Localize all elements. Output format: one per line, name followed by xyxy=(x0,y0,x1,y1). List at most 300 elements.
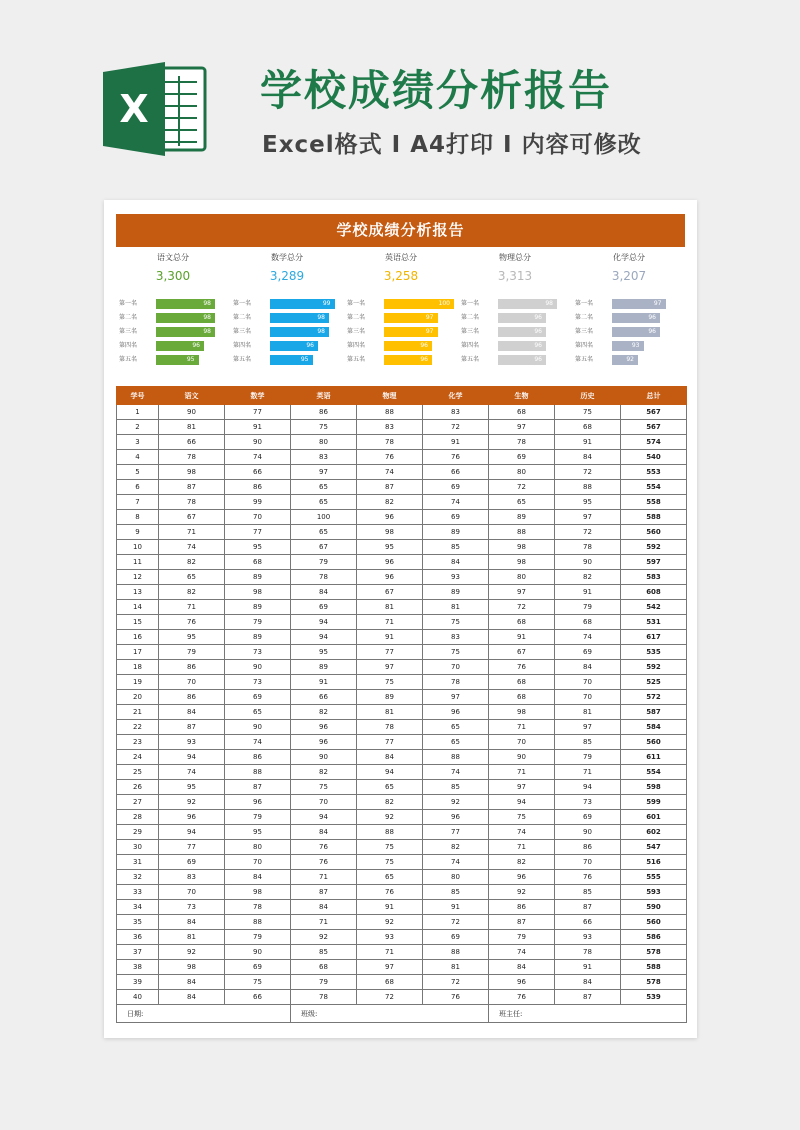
total-cell: 560 xyxy=(621,525,687,540)
table-row xyxy=(117,840,687,855)
score-cell: 90 xyxy=(291,750,357,765)
score-cell: 94 xyxy=(159,750,225,765)
score-cell: 97 xyxy=(291,465,357,480)
score-cell: 98 xyxy=(357,525,423,540)
score-cell: 76 xyxy=(159,615,225,630)
table-row xyxy=(117,780,687,795)
score-cell: 98 xyxy=(489,705,555,720)
score-cell: 81 xyxy=(423,600,489,615)
ranking-label: 第二名 xyxy=(461,314,480,321)
score-cell: 88 xyxy=(555,480,621,495)
score-cell: 84 xyxy=(159,705,225,720)
score-cell: 96 xyxy=(357,510,423,525)
score-cell: 96 xyxy=(357,555,423,570)
score-cell: 70 xyxy=(159,885,225,900)
score-cell: 68 xyxy=(489,615,555,630)
table-footer-row xyxy=(117,1005,687,1023)
score-cell: 78 xyxy=(159,450,225,465)
table-row xyxy=(117,465,687,480)
score-cell: 81 xyxy=(159,420,225,435)
score-cell: 98 xyxy=(489,555,555,570)
table-row xyxy=(117,750,687,765)
score-cell: 72 xyxy=(423,420,489,435)
ranking-bar: 95 xyxy=(270,355,313,365)
ranking-label: 第一名 xyxy=(119,300,138,307)
score-cell: 72 xyxy=(555,465,621,480)
score-cell: 91 xyxy=(555,435,621,450)
score-cell: 95 xyxy=(225,540,291,555)
subject-total-chemistry xyxy=(572,252,686,284)
score-cell: 81 xyxy=(357,705,423,720)
score-cell: 71 xyxy=(291,915,357,930)
score-cell: 90 xyxy=(555,825,621,840)
score-cell: 79 xyxy=(555,750,621,765)
score-cell: 78 xyxy=(555,945,621,960)
score-cell: 94 xyxy=(555,780,621,795)
column-header: 总计 xyxy=(621,387,687,405)
table-row xyxy=(117,735,687,750)
ranking-bar: 96 xyxy=(498,313,546,323)
total-cell: 560 xyxy=(621,735,687,750)
score-cell: 84 xyxy=(555,660,621,675)
report-sheet xyxy=(104,200,697,1038)
ranking-label: 第二名 xyxy=(347,314,366,321)
student-id-cell: 2 xyxy=(117,420,159,435)
table-row xyxy=(117,855,687,870)
score-cell: 85 xyxy=(423,540,489,555)
score-cell: 95 xyxy=(357,540,423,555)
score-cell: 98 xyxy=(159,465,225,480)
student-id-cell: 1 xyxy=(117,405,159,420)
score-cell: 76 xyxy=(555,870,621,885)
total-cell: 590 xyxy=(621,900,687,915)
score-cell: 89 xyxy=(225,570,291,585)
total-cell: 578 xyxy=(621,945,687,960)
total-cell: 540 xyxy=(621,450,687,465)
student-id-cell: 31 xyxy=(117,855,159,870)
score-cell: 73 xyxy=(159,900,225,915)
table-row xyxy=(117,420,687,435)
ranking-bar: 97 xyxy=(384,327,438,337)
score-cell: 84 xyxy=(291,900,357,915)
table-row xyxy=(117,570,687,585)
score-cell: 92 xyxy=(357,915,423,930)
score-cell: 74 xyxy=(489,825,555,840)
ranking-row xyxy=(572,326,686,337)
total-cell: 547 xyxy=(621,840,687,855)
table-row xyxy=(117,600,687,615)
table-row xyxy=(117,885,687,900)
student-id-cell: 14 xyxy=(117,600,159,615)
total-cell: 558 xyxy=(621,495,687,510)
student-id-cell: 32 xyxy=(117,870,159,885)
score-cell: 89 xyxy=(225,600,291,615)
score-cell: 92 xyxy=(357,810,423,825)
total-cell: 516 xyxy=(621,855,687,870)
ranking-bar: 93 xyxy=(612,341,644,351)
score-cell: 85 xyxy=(555,735,621,750)
ranking-block xyxy=(572,298,686,378)
ranking-row xyxy=(458,326,572,337)
total-cell: 597 xyxy=(621,555,687,570)
subject-totals xyxy=(116,252,685,292)
score-cell: 69 xyxy=(423,510,489,525)
student-id-cell: 27 xyxy=(117,795,159,810)
table-row xyxy=(117,930,687,945)
score-cell: 87 xyxy=(159,480,225,495)
total-cell: 531 xyxy=(621,615,687,630)
score-cell: 88 xyxy=(225,765,291,780)
score-cell: 72 xyxy=(423,915,489,930)
score-cell: 71 xyxy=(489,720,555,735)
score-cell: 87 xyxy=(357,480,423,495)
score-cell: 72 xyxy=(357,990,423,1005)
subject-total-value: 3,289 xyxy=(269,269,305,283)
total-cell: 535 xyxy=(621,645,687,660)
table-row xyxy=(117,540,687,555)
score-cell: 86 xyxy=(291,405,357,420)
score-cell: 79 xyxy=(489,930,555,945)
score-cell: 72 xyxy=(423,975,489,990)
score-cell: 65 xyxy=(357,870,423,885)
svg-text:X: X xyxy=(119,87,149,131)
score-cell: 97 xyxy=(423,690,489,705)
score-cell: 78 xyxy=(489,435,555,450)
total-cell: 608 xyxy=(621,585,687,600)
score-cell: 74 xyxy=(357,465,423,480)
student-id-cell: 15 xyxy=(117,615,159,630)
score-cell: 79 xyxy=(291,975,357,990)
score-cell: 75 xyxy=(489,810,555,825)
score-cell: 75 xyxy=(423,645,489,660)
ranking-label: 第三名 xyxy=(119,328,138,335)
total-cell: 617 xyxy=(621,630,687,645)
score-cell: 76 xyxy=(489,660,555,675)
ranking-label: 第五名 xyxy=(233,356,252,363)
score-cell: 67 xyxy=(489,645,555,660)
student-id-cell: 16 xyxy=(117,630,159,645)
ranking-block xyxy=(230,298,344,378)
score-cell: 65 xyxy=(489,495,555,510)
score-cell: 68 xyxy=(489,675,555,690)
table-row xyxy=(117,675,687,690)
total-cell: 593 xyxy=(621,885,687,900)
total-cell: 587 xyxy=(621,705,687,720)
table-row xyxy=(117,645,687,660)
score-cell: 90 xyxy=(225,720,291,735)
student-id-cell: 38 xyxy=(117,960,159,975)
ranking-label: 第一名 xyxy=(461,300,480,307)
score-cell: 75 xyxy=(555,405,621,420)
score-cell: 80 xyxy=(225,840,291,855)
column-header: 语文 xyxy=(159,387,225,405)
ranking-bar: 100 xyxy=(384,299,454,309)
subject-total-label: 英语总分 xyxy=(385,253,417,262)
ranking-block xyxy=(116,298,230,378)
total-cell: 525 xyxy=(621,675,687,690)
total-cell: 554 xyxy=(621,765,687,780)
score-cell: 91 xyxy=(555,960,621,975)
score-cell: 70 xyxy=(225,510,291,525)
ranking-bar: 96 xyxy=(156,341,204,351)
score-cell: 85 xyxy=(555,885,621,900)
ranking-row xyxy=(230,326,344,337)
score-cell: 84 xyxy=(225,870,291,885)
score-cell: 91 xyxy=(291,675,357,690)
score-cell: 96 xyxy=(423,705,489,720)
score-cell: 91 xyxy=(555,585,621,600)
score-cell: 68 xyxy=(489,405,555,420)
score-cell: 89 xyxy=(225,630,291,645)
table-row xyxy=(117,705,687,720)
student-id-cell: 28 xyxy=(117,810,159,825)
score-cell: 97 xyxy=(357,660,423,675)
table-row xyxy=(117,450,687,465)
ranking-row xyxy=(230,298,344,309)
ranking-bar: 92 xyxy=(612,355,638,365)
score-cell: 82 xyxy=(291,705,357,720)
subject-total-value: 3,300 xyxy=(155,269,191,283)
ranking-label: 第二名 xyxy=(233,314,252,321)
ranking-row xyxy=(230,354,344,365)
score-cell: 71 xyxy=(489,765,555,780)
table-row xyxy=(117,615,687,630)
total-cell: 567 xyxy=(621,420,687,435)
score-cell: 86 xyxy=(225,750,291,765)
score-cell: 67 xyxy=(159,510,225,525)
ranking-row xyxy=(344,298,458,309)
score-cell: 75 xyxy=(291,780,357,795)
score-cell: 72 xyxy=(489,480,555,495)
score-cell: 66 xyxy=(159,435,225,450)
ranking-row xyxy=(230,340,344,351)
score-cell: 89 xyxy=(423,525,489,540)
score-cell: 84 xyxy=(489,960,555,975)
score-cell: 81 xyxy=(555,705,621,720)
ranking-bar: 96 xyxy=(384,355,432,365)
student-id-cell: 6 xyxy=(117,480,159,495)
score-cell: 95 xyxy=(225,825,291,840)
promo-subtitle: Excel格式 I A4打印 I 内容可修改 xyxy=(262,132,642,158)
score-cell: 65 xyxy=(423,720,489,735)
score-cell: 95 xyxy=(555,495,621,510)
ranking-row xyxy=(116,312,230,323)
score-cell: 84 xyxy=(555,450,621,465)
ranking-row xyxy=(344,326,458,337)
column-header: 物理 xyxy=(357,387,423,405)
score-cell: 66 xyxy=(225,465,291,480)
score-cell: 71 xyxy=(159,525,225,540)
total-cell: 592 xyxy=(621,540,687,555)
total-cell: 592 xyxy=(621,660,687,675)
table-row xyxy=(117,960,687,975)
score-cell: 65 xyxy=(225,705,291,720)
score-cell: 87 xyxy=(555,990,621,1005)
score-cell: 71 xyxy=(357,945,423,960)
score-cell: 74 xyxy=(489,945,555,960)
student-id-cell: 23 xyxy=(117,735,159,750)
ranking-label: 第四名 xyxy=(347,342,366,349)
total-cell: 555 xyxy=(621,870,687,885)
score-cell: 88 xyxy=(225,915,291,930)
score-cell: 87 xyxy=(291,885,357,900)
table-row xyxy=(117,405,687,420)
score-cell: 78 xyxy=(555,540,621,555)
score-cell: 76 xyxy=(489,990,555,1005)
score-cell: 76 xyxy=(357,450,423,465)
score-cell: 76 xyxy=(291,840,357,855)
score-cell: 79 xyxy=(159,645,225,660)
total-cell: 584 xyxy=(621,720,687,735)
score-cell: 65 xyxy=(423,735,489,750)
ranking-label: 第三名 xyxy=(347,328,366,335)
score-cell: 77 xyxy=(225,405,291,420)
score-cell: 69 xyxy=(489,450,555,465)
score-cell: 75 xyxy=(291,420,357,435)
subject-total-label: 化学总分 xyxy=(613,253,645,262)
score-cell: 78 xyxy=(159,495,225,510)
score-cell: 91 xyxy=(357,900,423,915)
ranking-label: 第一名 xyxy=(575,300,594,307)
score-cell: 96 xyxy=(489,975,555,990)
score-cell: 68 xyxy=(489,690,555,705)
score-cell: 82 xyxy=(159,585,225,600)
score-cell: 83 xyxy=(159,870,225,885)
score-cell: 74 xyxy=(423,495,489,510)
score-cell: 84 xyxy=(291,825,357,840)
ranking-bar: 98 xyxy=(270,313,329,323)
table-row xyxy=(117,720,687,735)
table-body xyxy=(117,405,687,1005)
score-cell: 84 xyxy=(423,555,489,570)
ranking-row xyxy=(572,354,686,365)
score-cell: 68 xyxy=(357,975,423,990)
table-row xyxy=(117,525,687,540)
score-cell: 71 xyxy=(555,765,621,780)
score-cell: 84 xyxy=(357,750,423,765)
score-cell: 78 xyxy=(357,435,423,450)
student-id-cell: 35 xyxy=(117,915,159,930)
score-cell: 98 xyxy=(159,960,225,975)
ranking-bar: 96 xyxy=(612,327,660,337)
score-cell: 74 xyxy=(225,450,291,465)
total-cell: 611 xyxy=(621,750,687,765)
ranking-bar: 97 xyxy=(384,313,438,323)
score-cell: 97 xyxy=(489,780,555,795)
score-cell: 92 xyxy=(423,795,489,810)
score-cell: 70 xyxy=(291,795,357,810)
score-cell: 94 xyxy=(291,810,357,825)
score-cell: 97 xyxy=(489,585,555,600)
score-cell: 85 xyxy=(423,780,489,795)
ranking-bar: 98 xyxy=(156,299,215,309)
student-id-cell: 30 xyxy=(117,840,159,855)
ranking-bar: 98 xyxy=(270,327,329,337)
score-cell: 71 xyxy=(159,600,225,615)
score-cell: 80 xyxy=(489,465,555,480)
score-cell: 96 xyxy=(489,870,555,885)
score-cell: 75 xyxy=(225,975,291,990)
student-id-cell: 11 xyxy=(117,555,159,570)
score-cell: 78 xyxy=(291,570,357,585)
ranking-label: 第五名 xyxy=(575,356,594,363)
score-cell: 69 xyxy=(225,690,291,705)
score-cell: 70 xyxy=(489,735,555,750)
subject-total-value: 3,258 xyxy=(383,269,419,283)
student-id-cell: 33 xyxy=(117,885,159,900)
score-cell: 91 xyxy=(423,435,489,450)
score-cell: 66 xyxy=(225,990,291,1005)
score-cell: 88 xyxy=(423,945,489,960)
score-cell: 78 xyxy=(291,990,357,1005)
footer-date-label: 日期: xyxy=(117,1005,291,1023)
promo-title: 学校成绩分析报告 xyxy=(260,66,613,115)
score-cell: 67 xyxy=(357,585,423,600)
report-title: 学校成绩分析报告 xyxy=(116,214,685,247)
student-id-cell: 5 xyxy=(117,465,159,480)
ranking-row xyxy=(116,326,230,337)
table-row xyxy=(117,795,687,810)
ranking-bar: 98 xyxy=(156,313,215,323)
total-cell: 598 xyxy=(621,780,687,795)
score-cell: 90 xyxy=(159,405,225,420)
score-cell: 73 xyxy=(555,795,621,810)
score-cell: 92 xyxy=(489,885,555,900)
ranking-block xyxy=(344,298,458,378)
score-cell: 76 xyxy=(423,990,489,1005)
ranking-bar: 98 xyxy=(498,299,557,309)
score-cell: 84 xyxy=(555,975,621,990)
score-cell: 79 xyxy=(555,600,621,615)
student-id-cell: 10 xyxy=(117,540,159,555)
score-cell: 81 xyxy=(159,930,225,945)
score-cell: 87 xyxy=(555,900,621,915)
score-cell: 65 xyxy=(291,525,357,540)
total-cell: 542 xyxy=(621,600,687,615)
ranking-row xyxy=(572,340,686,351)
student-id-cell: 40 xyxy=(117,990,159,1005)
score-cell: 95 xyxy=(159,630,225,645)
total-cell: 588 xyxy=(621,510,687,525)
score-cell: 82 xyxy=(357,795,423,810)
table-row xyxy=(117,585,687,600)
table-row xyxy=(117,825,687,840)
score-cell: 71 xyxy=(489,840,555,855)
table-row xyxy=(117,690,687,705)
score-cell: 82 xyxy=(357,495,423,510)
footer-teacher-label: 班主任: xyxy=(489,1005,687,1023)
score-cell: 87 xyxy=(159,720,225,735)
score-cell: 78 xyxy=(225,900,291,915)
student-id-cell: 39 xyxy=(117,975,159,990)
promo-header xyxy=(0,0,800,200)
ranking-row xyxy=(116,340,230,351)
ranking-row xyxy=(572,298,686,309)
score-cell: 94 xyxy=(291,630,357,645)
score-cell: 80 xyxy=(489,570,555,585)
score-cell: 96 xyxy=(291,720,357,735)
score-cell: 86 xyxy=(225,480,291,495)
score-cell: 65 xyxy=(159,570,225,585)
score-cell: 86 xyxy=(555,840,621,855)
score-cell: 93 xyxy=(423,570,489,585)
score-cell: 98 xyxy=(489,540,555,555)
ranking-label: 第一名 xyxy=(233,300,252,307)
student-id-cell: 29 xyxy=(117,825,159,840)
score-cell: 65 xyxy=(357,780,423,795)
score-cell: 70 xyxy=(159,675,225,690)
ranking-bar: 95 xyxy=(156,355,199,365)
